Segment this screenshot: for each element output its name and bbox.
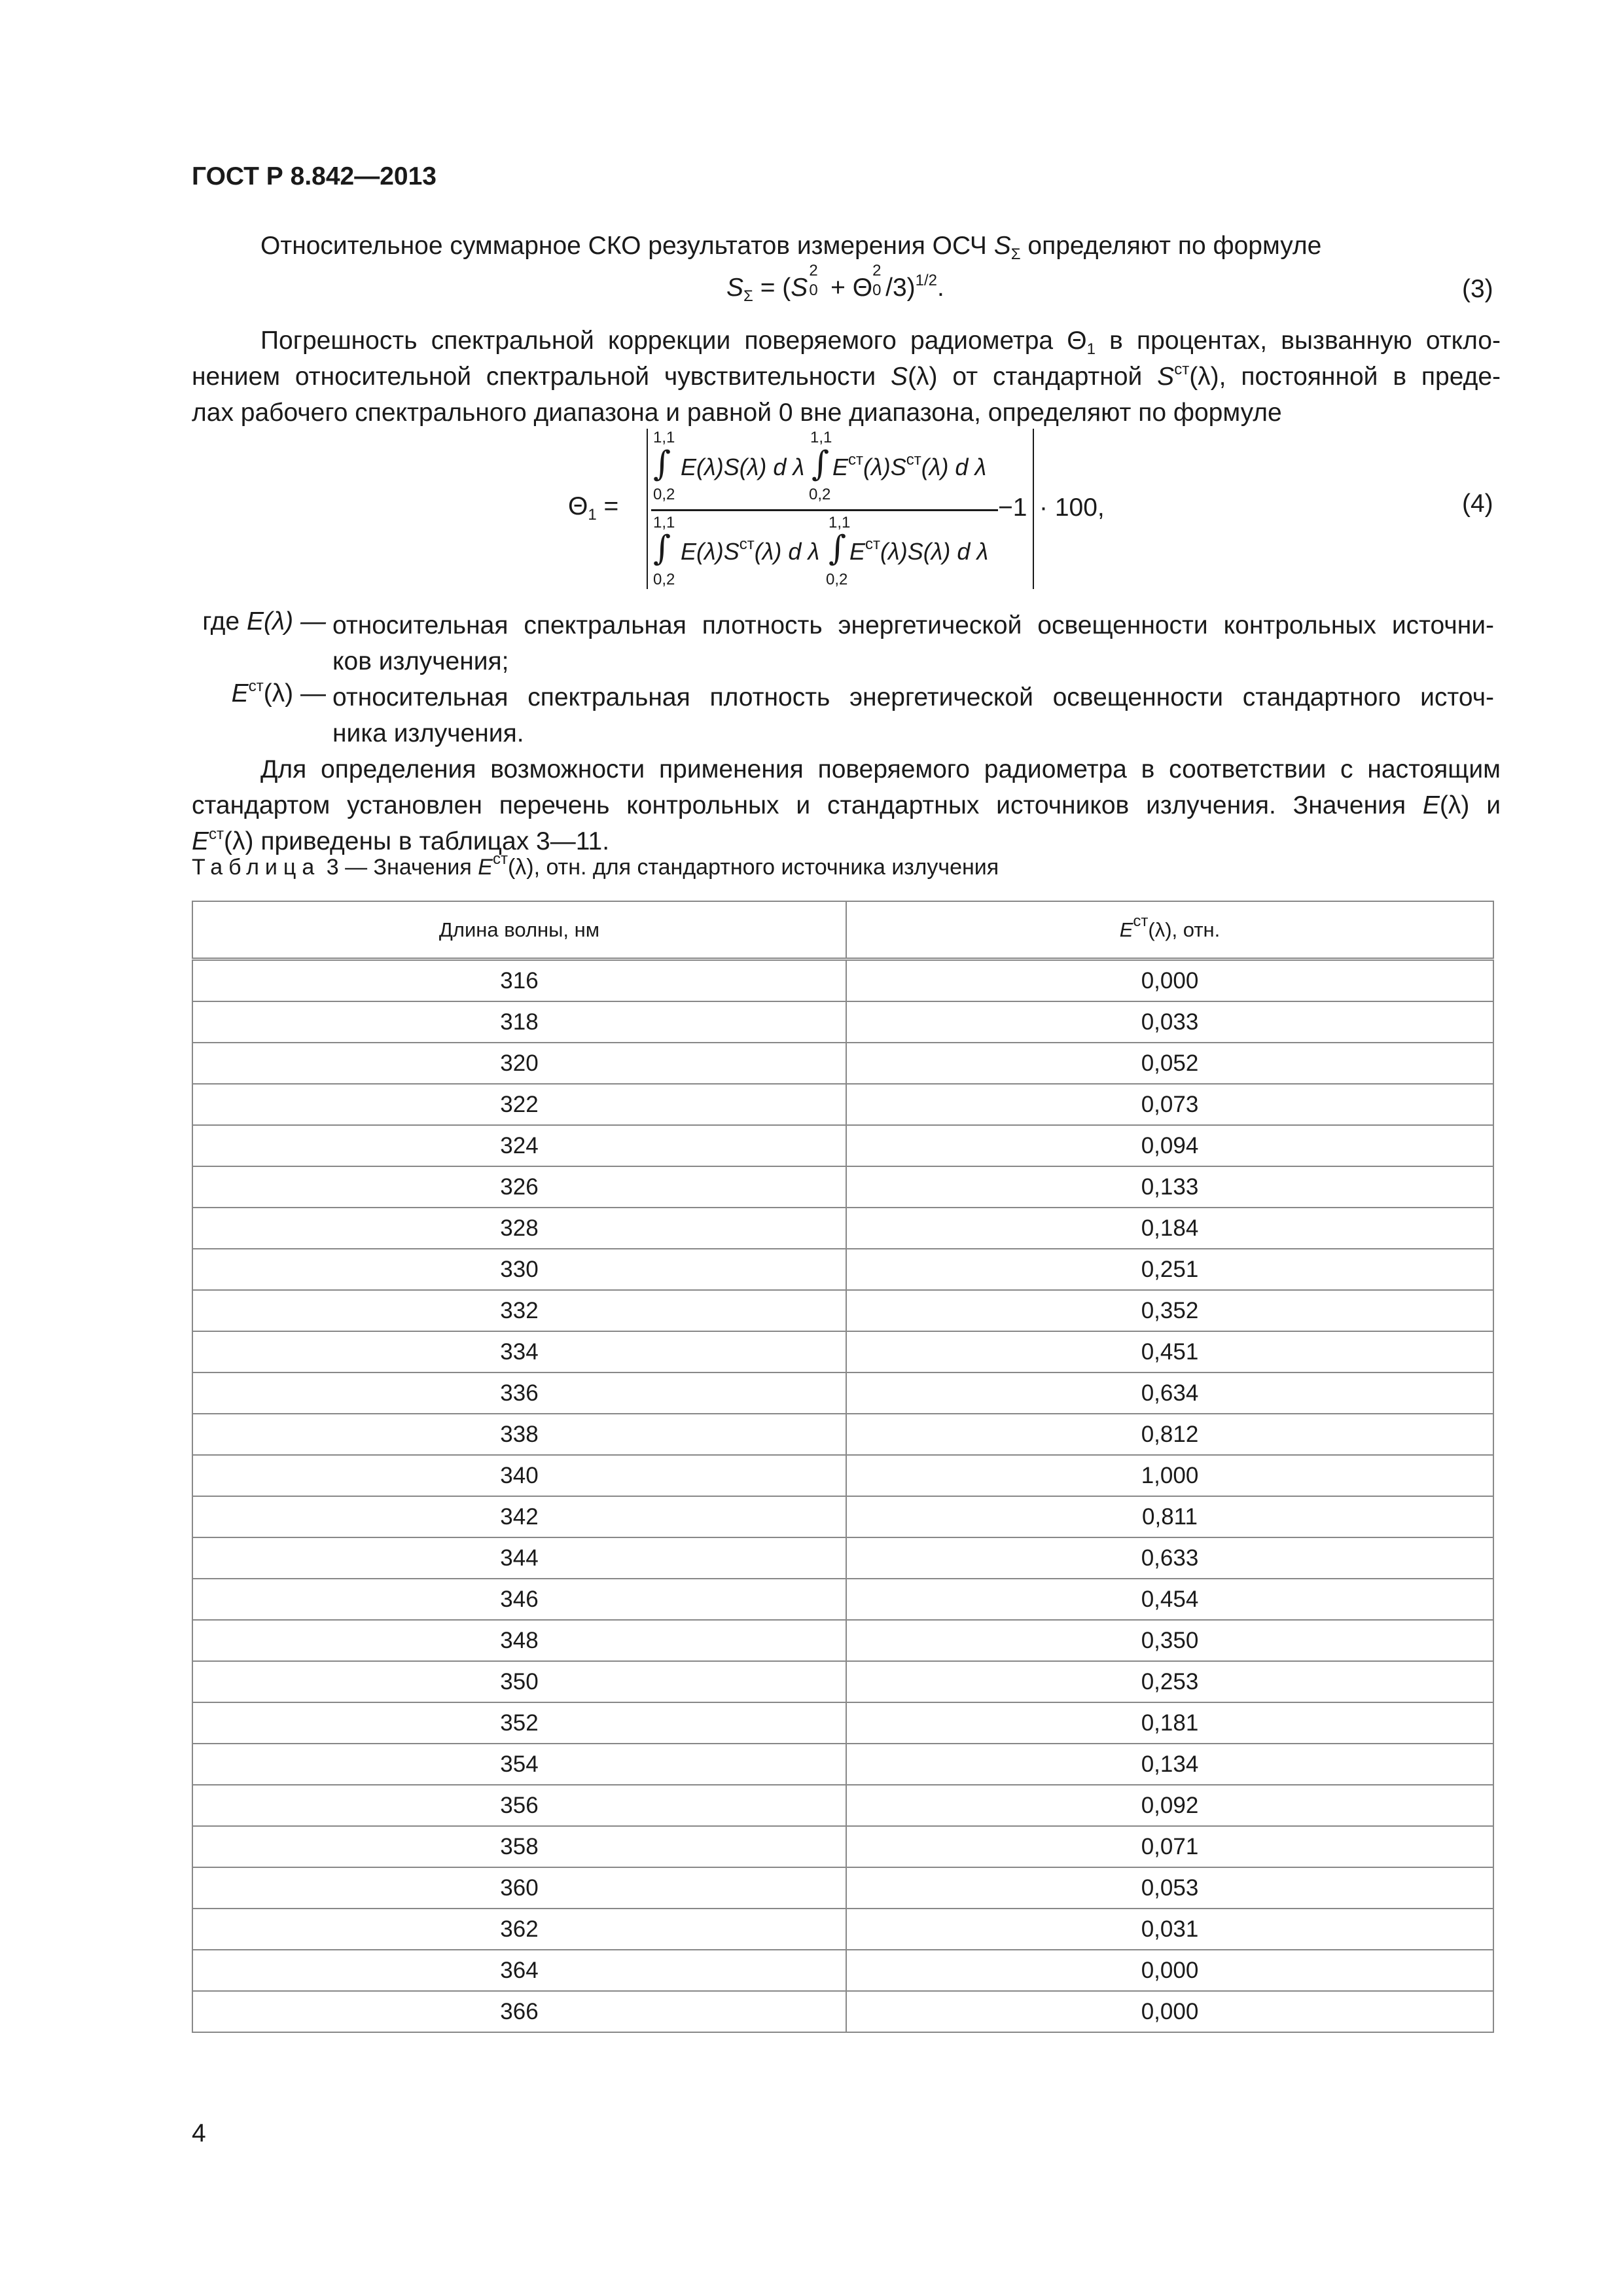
cell-wavelength: 324 — [192, 1125, 846, 1166]
limit-lower: 0,2 — [653, 571, 675, 588]
cell-irradiance: 1,000 — [846, 1455, 1493, 1496]
table-row — [192, 960, 1493, 1002]
cell-wavelength: 320 — [192, 1043, 846, 1084]
paragraph-sources-line3: $E^{ст}(\lambda)$ приведены в таблицах 3—11. — [192, 825, 610, 855]
table-row — [192, 1043, 1493, 1084]
limit-upper: 1,1 — [653, 429, 675, 446]
cell-irradiance: 0,092 — [846, 1785, 1493, 1826]
denominator-integrand-2: $E^{ст}(\lambda)S(\lambda)$ d λ — [849, 535, 989, 565]
cell-irradiance: 0,352 — [846, 1290, 1493, 1331]
table-row — [192, 1125, 1493, 1166]
column-header-wavelength: Длина волны, нм — [192, 901, 846, 960]
cell-wavelength: 346 — [192, 1579, 846, 1620]
cell-wavelength: 366 — [192, 1991, 846, 2032]
cell-irradiance: 0,184 — [846, 1208, 1493, 1249]
cell-irradiance: 0,052 — [846, 1043, 1493, 1084]
cell-irradiance: 0,073 — [846, 1084, 1493, 1125]
cell-irradiance: 0,031 — [846, 1909, 1493, 1950]
times-100: · 100, — [1039, 493, 1105, 522]
formula-4 — [0, 0, 1623, 602]
table-row — [192, 1785, 1493, 1826]
cell-irradiance: 0,451 — [846, 1331, 1493, 1372]
numerator-integrand-1: E(λ)S(λ) d λ — [681, 454, 805, 480]
table-row — [192, 1661, 1493, 1702]
table-row — [192, 1084, 1493, 1125]
paragraph-correction-line3: лах рабочего спектрального диапазона и равной 0 вне диапазона, определяют по формуле — [192, 399, 1282, 427]
cell-wavelength: 326 — [192, 1166, 846, 1208]
where-label-2: $E^{ст}(\lambda)$ — — [231, 677, 326, 708]
cell-wavelength: 352 — [192, 1702, 846, 1744]
document-code: ГОСТ Р 8.842—2013 — [192, 162, 437, 190]
cell-irradiance: 0,251 — [846, 1249, 1493, 1290]
where-text-2: относительная спектральная плотность энергетической освещенности стандартного источ- — [332, 683, 1494, 711]
limit-lower: 0,2 — [826, 571, 848, 588]
limit-lower: 0,2 — [653, 486, 675, 503]
table-row — [192, 1950, 1493, 1991]
equation-number-3: (3) — [1462, 275, 1493, 303]
cell-irradiance: 0,000 — [846, 960, 1493, 1002]
table-row — [192, 1249, 1493, 1290]
column-header-irradiance: $E^{ст}(\lambda)$, отн. — [846, 901, 1493, 960]
table-row — [192, 1414, 1493, 1455]
cell-wavelength: 356 — [192, 1785, 846, 1826]
integral-sign: ∫ — [812, 444, 830, 484]
table-row — [192, 1867, 1493, 1909]
table-row — [192, 1826, 1493, 1867]
where-text-1-cont: ков излучения; — [332, 647, 509, 675]
integral-sign: ∫ — [829, 529, 847, 568]
paragraph-sources-line2: стандартом установлен перечень контрольных и стандартных источников излучения. Значения E(λ) и — [192, 791, 1501, 819]
cell-irradiance: 0,071 — [846, 1826, 1493, 1867]
cell-irradiance: 0,000 — [846, 1950, 1493, 1991]
table-caption: Таблица 3 — Значения $E^{ст}(\lambda)$, отн. для стандартного источника излучения — [192, 850, 999, 880]
cell-irradiance: 0,094 — [846, 1125, 1493, 1166]
cell-irradiance: 0,033 — [846, 1001, 1493, 1043]
cell-irradiance: 0,134 — [846, 1744, 1493, 1785]
cell-wavelength: 344 — [192, 1537, 846, 1579]
where-label-1: где E(λ) — — [202, 607, 326, 636]
cell-irradiance: 0,181 — [846, 1702, 1493, 1744]
cell-wavelength: 334 — [192, 1331, 846, 1372]
cell-irradiance: 0,812 — [846, 1414, 1493, 1455]
abs-bar-left — [647, 429, 648, 589]
cell-irradiance: 0,634 — [846, 1372, 1493, 1414]
cell-wavelength: 364 — [192, 1950, 846, 1991]
table-row — [192, 1537, 1493, 1579]
cell-wavelength: 358 — [192, 1826, 846, 1867]
table-row — [192, 1372, 1493, 1414]
cell-wavelength: 342 — [192, 1496, 846, 1537]
table-row — [192, 1331, 1493, 1372]
cell-irradiance: 0,633 — [846, 1537, 1493, 1579]
where-text-2-cont: ника излучения. — [332, 719, 524, 747]
cell-irradiance: 0,000 — [846, 1991, 1493, 2032]
fraction-line — [651, 509, 998, 511]
paragraph-correction-line2: нением относительной спектральной чувствительности S(λ) от стандартной $S^{ст}(\lambda)$, постоянной в преде- — [192, 361, 1501, 391]
cell-irradiance: 0,253 — [846, 1661, 1493, 1702]
table-row — [192, 1496, 1493, 1537]
cell-wavelength: 330 — [192, 1249, 846, 1290]
cell-wavelength: 338 — [192, 1414, 846, 1455]
cell-wavelength: 350 — [192, 1661, 846, 1702]
cell-wavelength: 354 — [192, 1744, 846, 1785]
minus-one: −1 — [998, 493, 1027, 522]
cell-irradiance: 0,053 — [846, 1867, 1493, 1909]
abs-bar-right — [1033, 429, 1034, 589]
table-row — [192, 1991, 1493, 2032]
table-row — [192, 1455, 1493, 1496]
cell-irradiance: 0,133 — [846, 1166, 1493, 1208]
integral-sign: ∫ — [653, 444, 671, 484]
cell-irradiance: 0,350 — [846, 1620, 1493, 1661]
limit-upper: 1,1 — [810, 429, 832, 446]
where-text-1: относительная спектральная плотность энергетической освещенности контрольных источни- — [332, 611, 1494, 639]
table-row — [192, 1579, 1493, 1620]
table-row — [192, 1290, 1493, 1331]
cell-wavelength: 318 — [192, 1001, 846, 1043]
cell-wavelength: 322 — [192, 1084, 846, 1125]
table-header-row — [192, 901, 1493, 960]
cell-wavelength: 328 — [192, 1208, 846, 1249]
paragraph-total-sko: Относительное суммарное СКО результатов измерения ОСЧ $S_\Sigma$ определяют по формуле — [260, 232, 1322, 263]
table-row — [192, 1744, 1493, 1785]
cell-irradiance: 0,811 — [846, 1496, 1493, 1537]
paragraph-correction-line1: Погрешность спектральной коррекции поверяемого радиометра $\Theta_1$ в процентах, вызванную откло- — [260, 327, 1501, 358]
integral-sign: ∫ — [653, 529, 671, 568]
formula-3: $S_\Sigma = (S$ 2 0 + Θ 2 0 /3)$^{1/2}$. — [726, 262, 944, 305]
table-row — [192, 1208, 1493, 1249]
table-row — [192, 1001, 1493, 1043]
cell-wavelength: 348 — [192, 1620, 846, 1661]
formula-4-lhs: $\Theta_1$ = — [568, 492, 619, 524]
table-row — [192, 1702, 1493, 1744]
cell-wavelength: 340 — [192, 1455, 846, 1496]
numerator-integrand-2: $E^{ст}(\lambda)S^{ст}(\lambda)$ d λ — [832, 451, 987, 480]
equation-number-4: (4) — [1462, 490, 1493, 518]
cell-wavelength: 360 — [192, 1867, 846, 1909]
limit-lower: 0,2 — [809, 486, 831, 503]
limit-upper: 1,1 — [829, 514, 851, 531]
table-row — [192, 1909, 1493, 1950]
table-row — [192, 1620, 1493, 1661]
cell-wavelength: 336 — [192, 1372, 846, 1414]
paragraph-sources-line1: Для определения возможности применения поверяемого радиометра в соответствии с настоящим — [260, 755, 1501, 783]
cell-irradiance: 0,454 — [846, 1579, 1493, 1620]
limit-upper: 1,1 — [653, 514, 675, 531]
cell-wavelength: 362 — [192, 1909, 846, 1950]
cell-wavelength: 332 — [192, 1290, 846, 1331]
page-number: 4 — [192, 2119, 206, 2147]
denominator-integrand-1: $E(\lambda)S^{ст}(\lambda)$ d λ — [681, 535, 820, 565]
cell-wavelength: 316 — [192, 960, 846, 1002]
table-row — [192, 1166, 1493, 1208]
spectral-table — [192, 901, 1494, 2033]
